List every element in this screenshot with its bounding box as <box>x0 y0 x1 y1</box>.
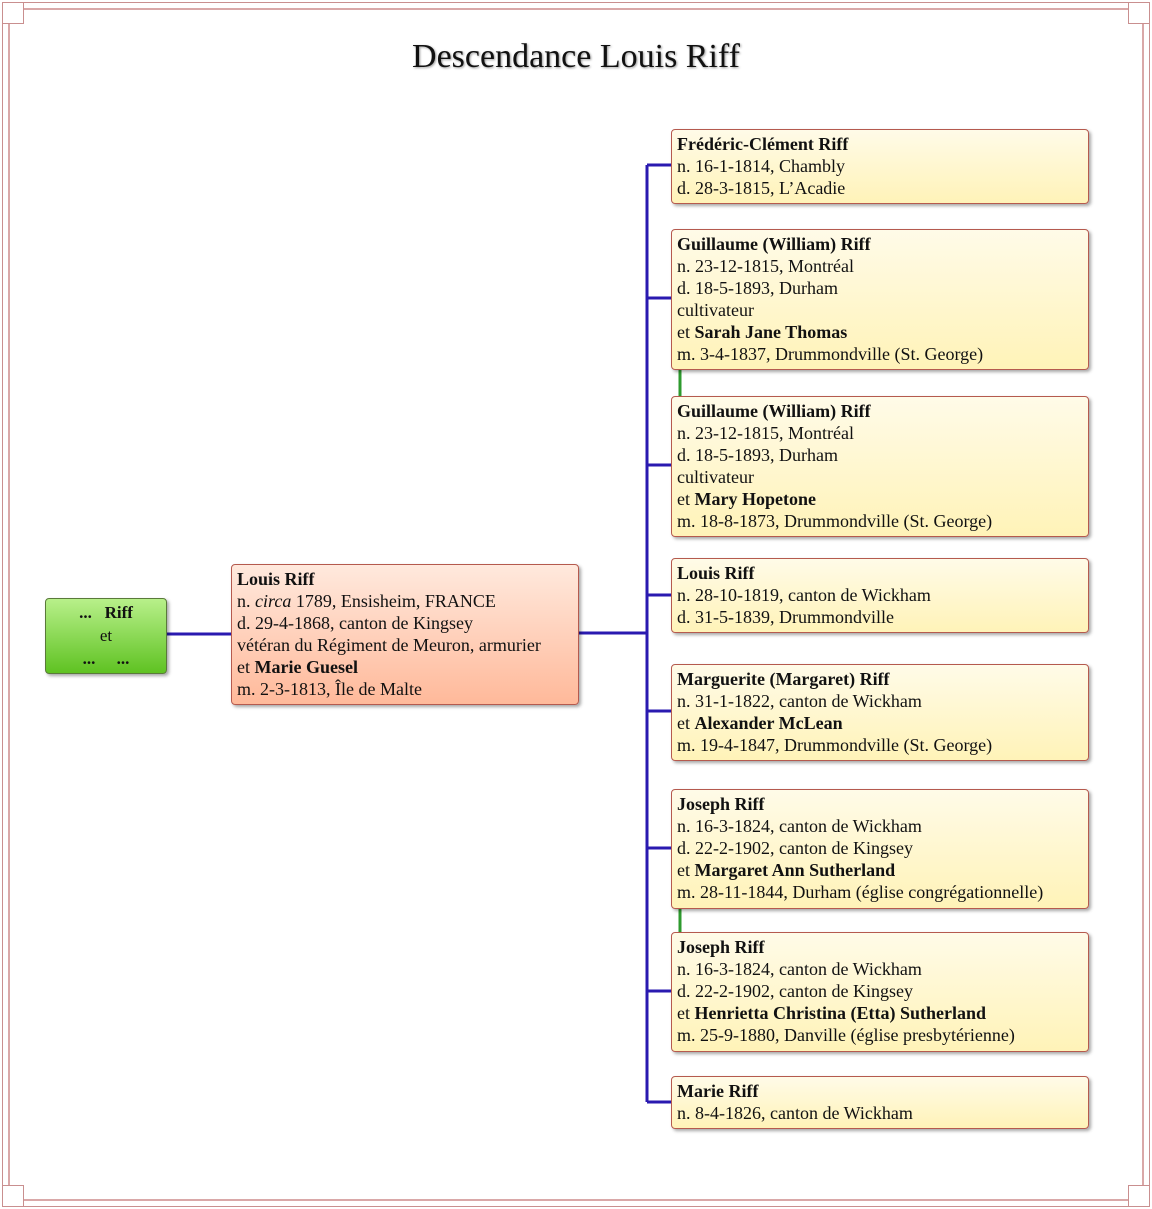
death-line: d. 22-2-1902, canton de Kingsey <box>677 838 913 858</box>
birth-line: n. 31-1-1822, canton de Wickham <box>677 691 922 711</box>
ancestor-box[interactable] <box>45 598 167 674</box>
spouse-line: et Alexander McLean <box>677 713 843 733</box>
birth-line: n. 28-10-1819, canton de Wickham <box>677 585 931 605</box>
birth-line: n. 16-3-1824, canton de Wickham <box>677 959 922 979</box>
death-line: d. 28-3-1815, L’Acadie <box>677 178 846 198</box>
child-box[interactable] <box>671 789 1089 909</box>
person-name: Louis Riff <box>237 569 315 589</box>
birth-line: n. circa 1789, Ensisheim, FRANCE <box>237 591 496 611</box>
person-name: Guillaume (William) Riff <box>677 234 871 254</box>
death-line: d. 18-5-1893, Durham <box>677 278 838 298</box>
person-name: Guillaume (William) Riff <box>677 401 871 421</box>
birth-line: n. 16-3-1824, canton de Wickham <box>677 816 922 836</box>
child-box[interactable] <box>671 396 1089 537</box>
person-name: Louis Riff <box>677 563 755 583</box>
child-box[interactable] <box>671 664 1089 761</box>
person-name: Joseph Riff <box>677 794 765 814</box>
child-box[interactable] <box>671 129 1089 204</box>
child-box[interactable] <box>671 1076 1089 1129</box>
marriage-line: m. 28-11-1844, Durham (église congrégationnelle) <box>677 882 1044 902</box>
marriage-line: m. 25-9-1880, Danville (église presbytérienne) <box>677 1025 1015 1045</box>
occupation-line: vétéran du Régiment de Meuron, armurier <box>237 635 541 655</box>
spouse-line: et Mary Hopetone <box>677 489 816 509</box>
main-person-box[interactable] <box>231 564 579 705</box>
spouse-line: et Henrietta Christina (Etta) Sutherland <box>677 1003 986 1023</box>
child-box[interactable] <box>671 229 1089 370</box>
birth-line: n. 23-12-1815, Montréal <box>677 256 854 276</box>
person-name: Marie Riff <box>677 1081 759 1101</box>
ancestor-line-1: ... Riff <box>79 603 133 622</box>
spouse-line: et Sarah Jane Thomas <box>677 322 848 342</box>
death-line: d. 22-2-1902, canton de Kingsey <box>677 981 913 1001</box>
marriage-line: m. 18-8-1873, Drummondville (St. George) <box>677 511 993 531</box>
spouse-line: et Marie Guesel <box>237 657 358 677</box>
person-name: Marguerite (Margaret) Riff <box>677 669 890 689</box>
page-title: Descendance Louis Riff <box>412 38 740 75</box>
marriage-line: m. 3-4-1837, Drummondville (St. George) <box>677 344 984 364</box>
child-box[interactable] <box>671 558 1089 633</box>
death-line: d. 29-4-1868, canton de Kingsey <box>237 613 473 633</box>
occupation-line: cultivateur <box>677 467 754 487</box>
person-name: Joseph Riff <box>677 937 765 957</box>
death-line: d. 18-5-1893, Durham <box>677 445 838 465</box>
birth-line: n. 16-1-1814, Chambly <box>677 156 845 176</box>
person-name: Frédéric-Clément Riff <box>677 134 849 154</box>
marriage-line: m. 19-4-1847, Drummondville (St. George) <box>677 735 993 755</box>
death-line: d. 31-5-1839, Drummondville <box>677 607 894 627</box>
ancestor-line-2: et <box>99 626 113 645</box>
ancestor-line-3: ... ... <box>82 649 130 668</box>
occupation-line: cultivateur <box>677 300 754 320</box>
birth-line: n. 23-12-1815, Montréal <box>677 423 854 443</box>
child-box[interactable] <box>671 932 1089 1052</box>
marriage-line: m. 2-3-1813, Île de Malte <box>237 679 422 699</box>
birth-line: n. 8-4-1826, canton de Wickham <box>677 1103 913 1123</box>
spouse-line: et Margaret Ann Sutherland <box>677 860 896 880</box>
